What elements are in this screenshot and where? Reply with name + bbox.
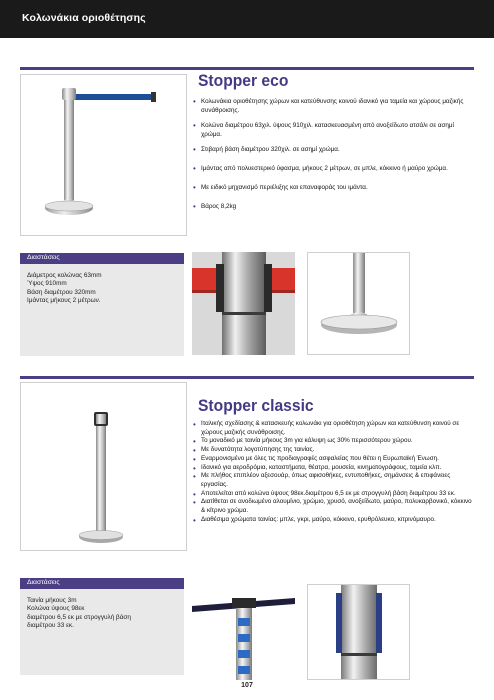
dimensions-box-eco	[20, 264, 184, 356]
feature-list-classic	[193, 420, 475, 524]
dimensions-label: Διαστάσεις	[27, 579, 60, 586]
feature-item: • Κολώνα διαμέτρου 63χιλ. ύψους 910χιλ. κατασκευασμένη από ανοξείδωτο ατσάλι σε ασημί χρώμα.	[193, 121, 475, 139]
feature-item: • Ιταλικής σχεδίασης & κατασκευής κολωνάκι για οριοθέτηση χώρων και κατεύθυνση κοινού σε χώρους μαζικής συνάθροισης.	[193, 420, 475, 437]
stopper-classic-image	[20, 382, 187, 551]
dimensions-header-eco	[20, 253, 184, 264]
dimensions-header-classic	[20, 578, 184, 589]
feature-item: • Ιδανικό για αεροδρόμια, καταστήματα, θέατρα, μουσεία, κινηματογράφους, ταμεία κλπ.	[193, 464, 475, 473]
feature-item: • Αποτελείται από κολώνα ύψους 98εκ.διαμέτρου 6,5 εκ με στρογγυλή βάση διαμέτρου 33 εκ.	[193, 490, 475, 499]
product-title-eco: Stopper eco	[198, 71, 289, 90]
dimension-line: Βάση διαμέτρου 320mm	[27, 288, 96, 296]
section-divider-classic	[20, 376, 474, 379]
feature-item: • Με δυνατότητα λογοτύπησης της ταινίας.	[193, 446, 475, 455]
feature-item: • Στιβαρή βάση διαμέτρου 320χιλ. σε ασημί χρώμα.	[193, 145, 475, 154]
dimension-line: Ιμάντας μήκους 2 μέτρων.	[27, 297, 101, 305]
dimensions-label: Διαστάσεις	[27, 254, 60, 261]
dimensions-box-classic	[20, 589, 184, 675]
feature-item: • Το μοναδικό με ταινία μήκους 3m για κάλυψη ως 30% περισσότερου χώρου.	[193, 437, 475, 446]
stopper-eco-image	[20, 74, 187, 236]
dimension-line: Διάμετρος κολώνας 63mm	[27, 272, 102, 279]
page-header	[0, 0, 494, 38]
dimension-line: διαμέτρου 6,5 εκ με στρογγυλή βάση	[27, 613, 131, 621]
feature-item: • Βάρος 8,2kg	[193, 202, 475, 211]
dimension-line: Ύψος 910mm	[27, 280, 67, 288]
feature-list-eco	[193, 97, 475, 211]
dimension-line: Κολώνα ύψους 98εκ	[27, 605, 85, 613]
feature-item: • Κολωνάκια οριοθέτησης χώρων και κατεύθυνσης κοινού ιδανικό για ταμεία και χώρους μαζικής συνάθροισης.	[193, 97, 475, 115]
feature-item: • Εναρμονισμένο με όλες τις προδιαγραφές ασφαλείας που θέτει η Ευρωπαϊκή Ένωση.	[193, 455, 475, 464]
feature-item: • Διαθέσιμα χρώματα ταινίας: μπλε, γκρι, μαύρο, κόκκινο, ερυθρόλευκο, κιτρινόμαυρο.	[193, 516, 475, 525]
cassette-closeup-photo	[307, 584, 410, 680]
base-detail-photo	[307, 252, 410, 355]
section-divider-eco	[20, 67, 474, 70]
belt-cassette-photo	[192, 252, 295, 355]
product-title-classic: Stopper classic	[198, 396, 314, 415]
dimension-line: διαμέτρου 33 εκ.	[27, 622, 74, 630]
page-header-title: Κολωνάκια οριοθέτησης	[22, 12, 146, 24]
feature-item: • Με ειδικό μηχανισμό περιέλιξης και επαναφοράς του ιμάντα.	[193, 183, 475, 192]
page-number: 107	[241, 682, 253, 689]
patterned-belt-photo	[192, 584, 295, 680]
dimension-line: Ταινία μήκους 3m	[27, 597, 77, 604]
feature-item: • Διατίθεται σε ανοδιωμένο αλουμίνιο, χρώμιο, χρυσό, ανοξείδωτο, μαύρο, πολυκαρβονικό, κόκκινο & κίτρινο χρώμα.	[193, 498, 475, 515]
feature-item: • Ιμάντας από πολυεστερικό ύφασμα, μήκους 2 μέτρων, σε μπλε, κόκκινο ή μαύρο χρώμα.	[193, 164, 475, 173]
feature-item: • Με πλήθος επιπλέον αξεσουάρ, όπως αφισοθήκες, εντυποθήκες, σημάνσεις & επιφάνειες εργασίας.	[193, 472, 475, 489]
